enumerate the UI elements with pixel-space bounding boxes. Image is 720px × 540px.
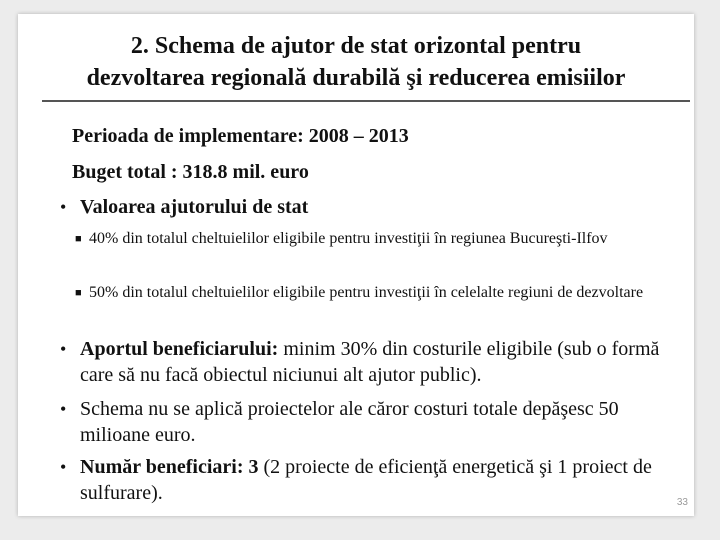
aid-value-item: [73, 228, 673, 250]
aid-value-bullet: [52, 194, 672, 220]
aid-value-item-text: 40% din totalul cheltuielilor eligibile pentru investiţii în regiunea Bucureşti-Ilfov: [89, 230, 608, 247]
aid-value-item: [73, 282, 673, 304]
aid-value-heading: Valoarea ajutorului de stat: [80, 196, 309, 218]
slide-title: [18, 30, 694, 94]
title-line-1: 2. Schema de ajutor de stat orizontal pentru: [130, 33, 582, 59]
contribution-label: Aportul beneficiarului:: [80, 338, 279, 360]
contribution-bullet: [52, 336, 672, 388]
aid-value-item-text: 50% din totalul cheltuielilor eligibile pentru investiţii în celelalte regiuni de dezvoltare: [89, 284, 644, 301]
bullet-icon: •: [60, 457, 67, 477]
title-line-2: dezvoltarea regională durabilă şi reducerea emisiilor: [86, 65, 626, 91]
implementation-period: Perioada de implementare: 2008 – 2013: [72, 125, 409, 147]
square-bullet-icon: ■: [75, 233, 82, 245]
total-budget: Buget total : 318.8 mil. euro: [72, 161, 309, 183]
contribution-text: minim 30% din costurile eligibile (sub o formă care să nu facă obiectul niciunui alt ajutor public).: [80, 338, 660, 386]
bullet-icon: •: [60, 399, 67, 419]
bullet-icon: •: [60, 197, 67, 217]
beneficiaries-text: (2 proiecte de eficienţă energetică şi 1 proiect de sulfurare).: [80, 456, 652, 504]
bullet-icon: •: [60, 339, 67, 359]
exclusion-text: Schema nu se aplică proiectelor ale căror costuri totale depăşesc 50 milioane euro.: [80, 398, 619, 446]
beneficiaries-bullet: [52, 454, 672, 506]
beneficiaries-label: Număr beneficiari: 3: [80, 456, 259, 478]
exclusion-bullet: [52, 396, 672, 448]
slide: [18, 14, 694, 516]
page-number: 33: [676, 497, 688, 508]
square-bullet-icon: ■: [75, 287, 82, 299]
title-divider: [42, 100, 690, 102]
